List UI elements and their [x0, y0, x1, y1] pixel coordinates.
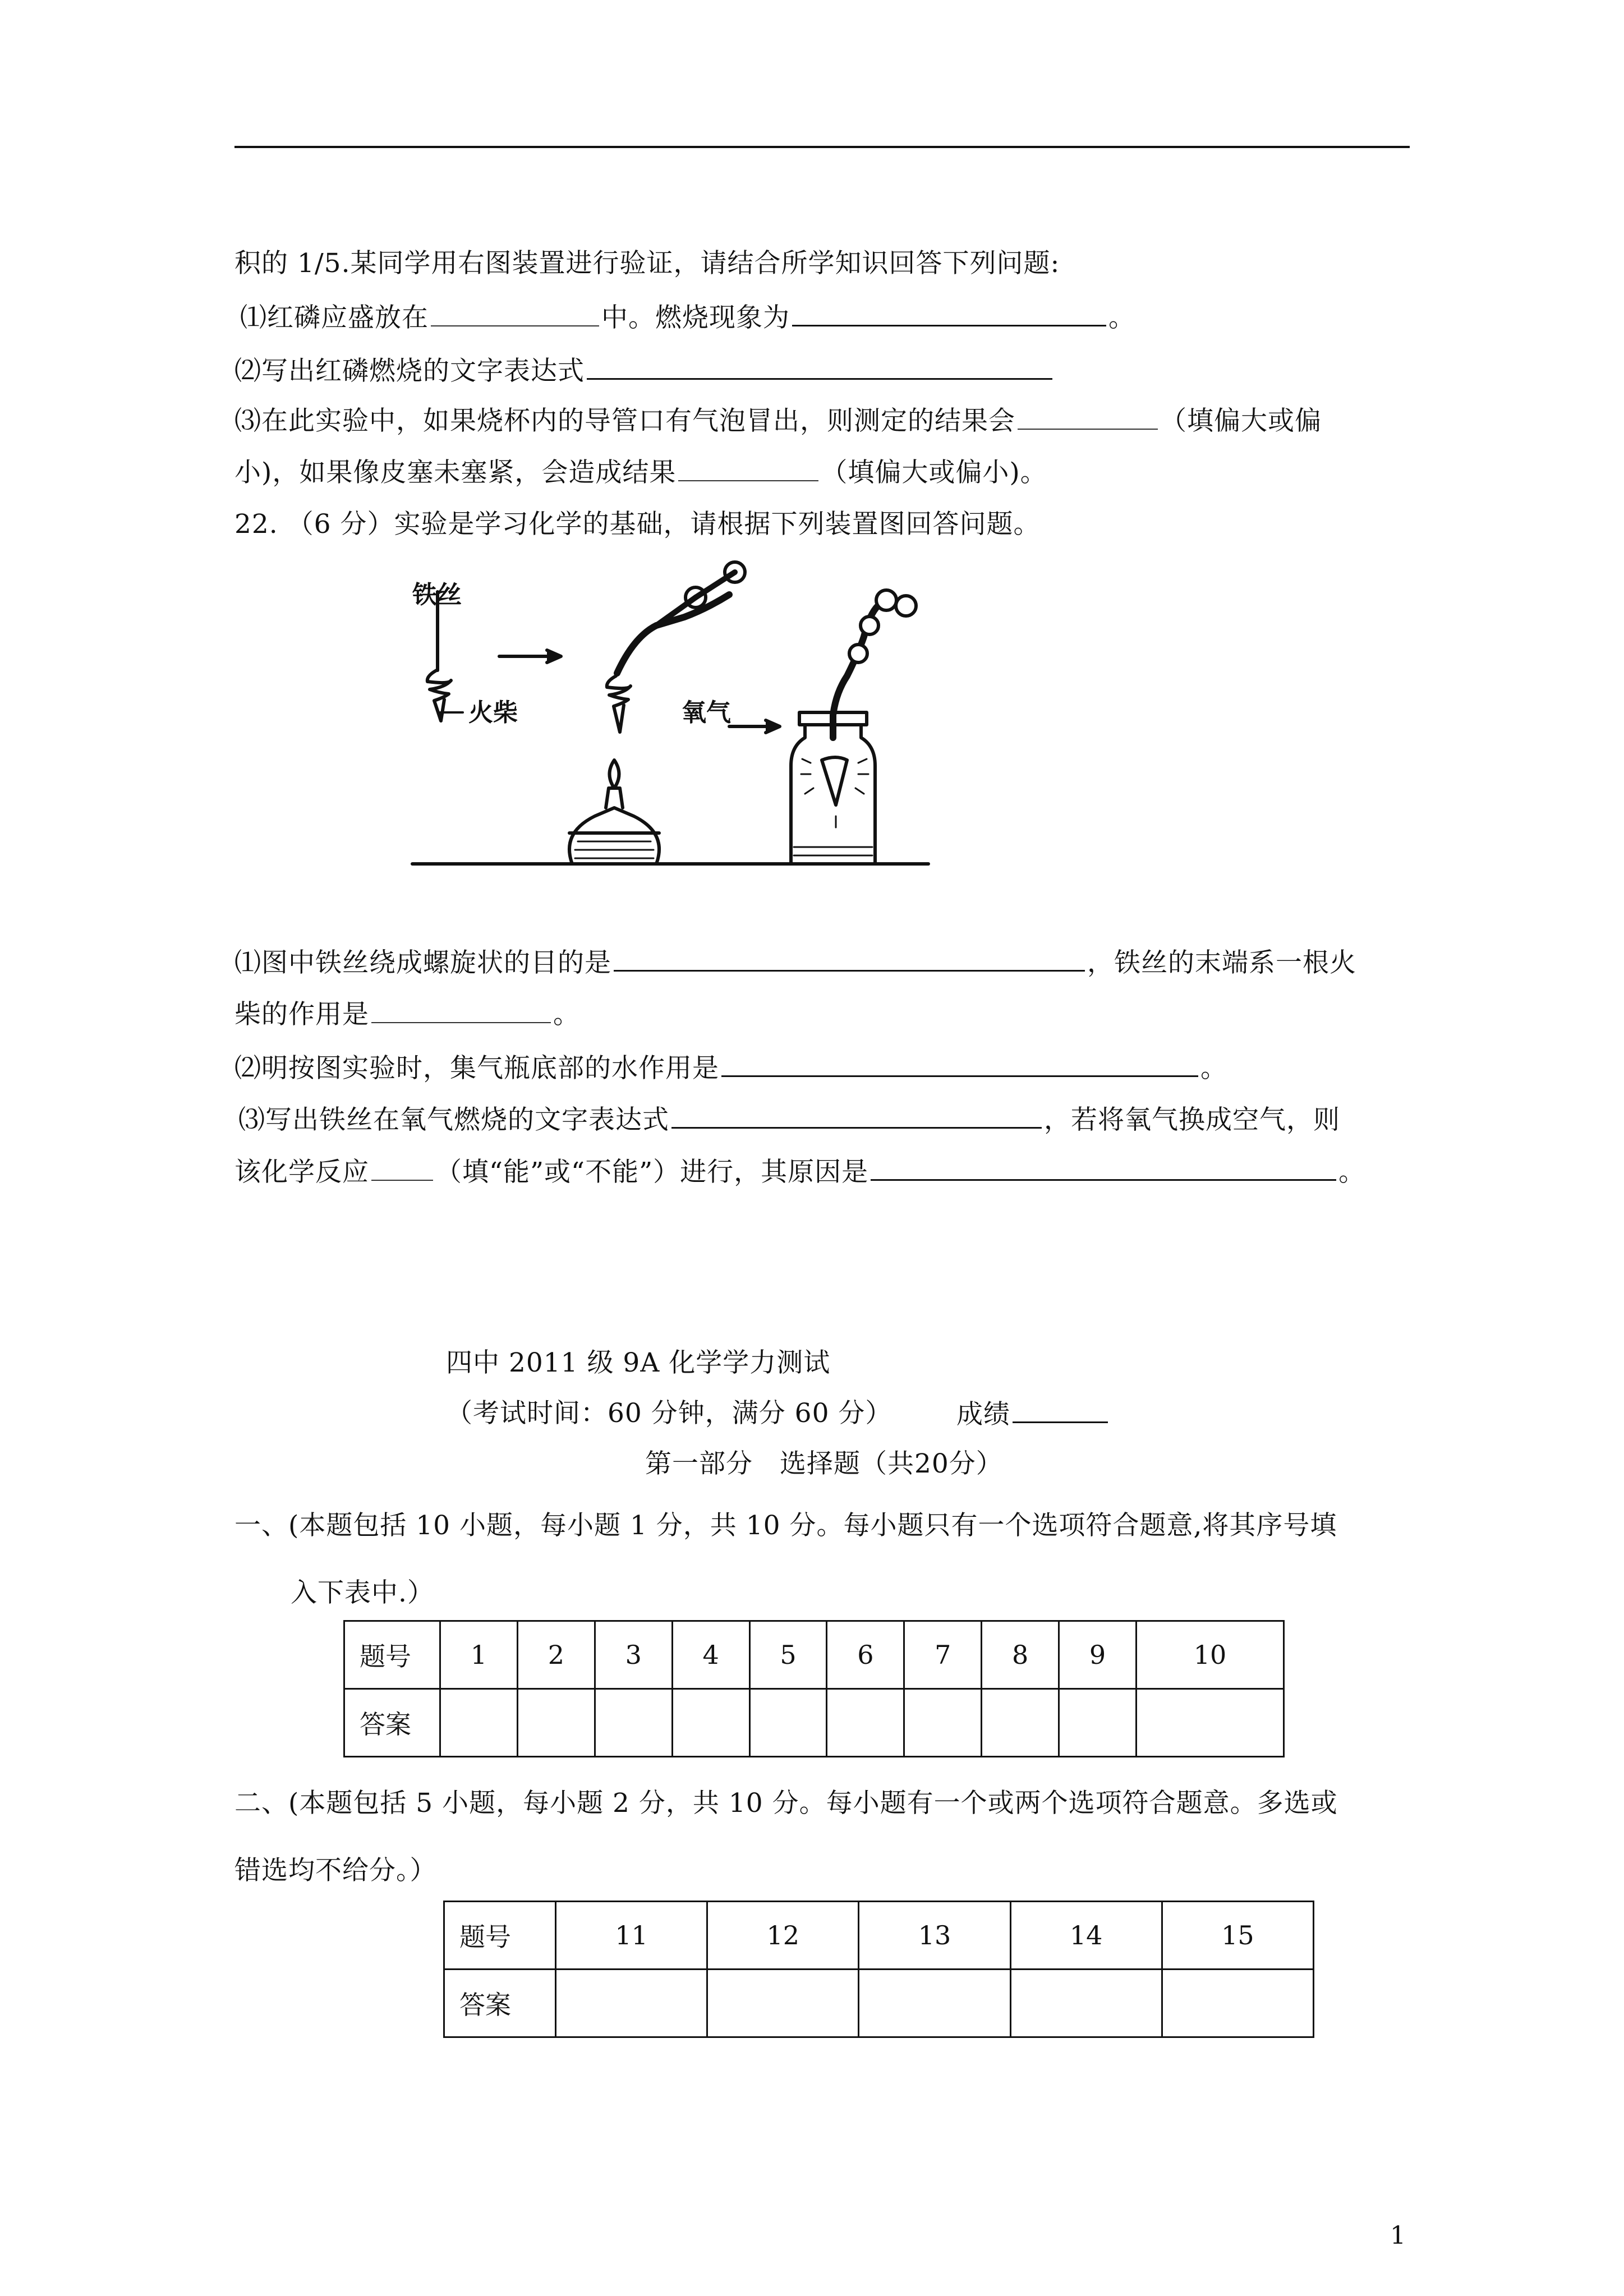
q22-part1-text-d: 。	[553, 999, 580, 1030]
q22-part2-text-b: 。	[1200, 1053, 1227, 1084]
answer-cell[interactable]	[1162, 1970, 1313, 2037]
table-row	[444, 1902, 1314, 1970]
iron-wire-label: 铁丝	[412, 581, 462, 609]
question-number-cell: 4	[672, 1621, 749, 1689]
score-blank[interactable]	[1013, 1397, 1108, 1423]
answer-cell[interactable]	[595, 1689, 672, 1757]
q21-part3-line2	[234, 455, 1047, 490]
section1-instructions-line2: 入下表中.）	[291, 1577, 434, 1608]
part1-heading: 第一部分 选择题（共20分）	[645, 1448, 1003, 1479]
answer-cell[interactable]	[904, 1689, 982, 1757]
alcohol-lamp	[569, 760, 659, 864]
crucible-tongs	[617, 562, 745, 673]
q22-part1-text-c: 柴的作用是	[234, 999, 369, 1030]
answer-cell[interactable]	[1010, 1970, 1162, 2037]
answer-cell[interactable]	[1059, 1689, 1137, 1757]
row-label-number: 题号	[444, 1902, 556, 1970]
burning-wire	[801, 757, 868, 827]
question-number-cell: 7	[904, 1621, 982, 1689]
q22-part3-text-e: 。	[1338, 1157, 1366, 1188]
answer-blank-match-purpose[interactable]	[371, 997, 551, 1023]
header-rule	[234, 146, 1410, 148]
question-number-cell: 15	[1162, 1902, 1313, 1970]
answer-cell[interactable]	[707, 1970, 859, 2037]
q21-part3-text-a: ⑶在此实验中，如果烧杯内的导管口有气泡冒出，则测定的结果会	[234, 406, 1015, 436]
q22-part3-line2	[234, 1154, 1365, 1189]
question-number-cell: 2	[517, 1621, 595, 1689]
question-number-cell: 12	[707, 1902, 859, 1970]
crucible-tongs	[833, 590, 916, 738]
answer-blank-water-purpose[interactable]	[721, 1051, 1198, 1077]
exam-time-text: （考试时间：60 分钟，满分 60 分）	[446, 1398, 892, 1429]
q21-part3-line1	[234, 404, 1322, 438]
answer-cell[interactable]	[982, 1689, 1059, 1757]
question-number-cell: 6	[827, 1621, 904, 1689]
q22-part1-line2	[234, 997, 580, 1032]
q22-part3-text-d: （填“能”或“不能”）进行，其原因是	[435, 1157, 869, 1188]
row-label-answer: 答案	[344, 1689, 440, 1757]
iron-wire-experiment-figure	[393, 553, 931, 889]
q22-part3-text-c: 该化学反应	[234, 1157, 369, 1188]
q22-part3-text-b: ，若将氧气换成空气，则	[1044, 1105, 1340, 1135]
exam-time-info	[446, 1397, 892, 1430]
question-number-cell: 14	[1010, 1902, 1162, 1970]
match-label: 火柴	[468, 698, 518, 727]
question-number-cell: 10	[1137, 1621, 1284, 1689]
question-number-cell: 8	[982, 1621, 1059, 1689]
q22-part2-text-a: ⑵明按图实验时，集气瓶底部的水作用是	[234, 1053, 719, 1084]
answer-blank-equation[interactable]	[587, 353, 1052, 380]
q21-part2-text: ⑵写出红磷燃烧的文字表达式	[234, 356, 585, 386]
coil-wire-1	[427, 670, 463, 721]
section2-instructions-line1: 二、(本题包括 5 小题，每小题 2 分，共 10 分。每小题有一个或两个选项符合题意。多选或	[234, 1788, 1338, 1819]
row-label-number: 题号	[344, 1621, 440, 1689]
answer-blank-can-react[interactable]	[371, 1155, 433, 1181]
page-number: 1	[1390, 2221, 1406, 2250]
arrow-right-icon	[729, 720, 780, 733]
exam-title: 四中 2011 级 9A 化学学力测试	[446, 1347, 831, 1378]
q21-part2	[234, 353, 1055, 388]
q21-part3-text-b: （填偏大或偏	[1160, 406, 1322, 436]
row-label-answer: 答案	[444, 1970, 556, 2037]
arrow-right-icon	[499, 650, 561, 662]
q21-part1	[240, 300, 1135, 335]
question-number-cell: 3	[595, 1621, 672, 1689]
section2-instructions-line2: 错选均不给分。）	[234, 1855, 437, 1886]
answer-cell[interactable]	[672, 1689, 749, 1757]
answer-blank-spiral-purpose[interactable]	[614, 945, 1085, 972]
table-row	[444, 1970, 1314, 2037]
q22-part1-text-a: ⑴图中铁丝绕成螺旋状的目的是	[234, 947, 611, 978]
question-number-cell: 1	[440, 1621, 518, 1689]
q22-title: 22. （6 分）实验是学习化学的基础，请根据下列装置图回答问题。	[234, 509, 1041, 540]
table-row	[344, 1689, 1284, 1757]
answer-cell[interactable]	[440, 1689, 518, 1757]
question-number-cell: 13	[859, 1902, 1010, 1970]
coil-wire-2	[607, 676, 631, 732]
answer-blank-iron-equation[interactable]	[671, 1102, 1042, 1129]
q22-part3-text-a: ⑶写出铁丝在氧气燃烧的文字表达式	[238, 1105, 669, 1135]
answer-cell[interactable]	[517, 1689, 595, 1757]
q22-part1-text-b: ，铁丝的末端系一根火	[1087, 947, 1356, 978]
q21-part1-text-a: ⑴红磷应盛放在	[240, 302, 429, 333]
score-field	[956, 1397, 1110, 1432]
q21-part1-text-b: 中。燃烧现象为	[601, 302, 790, 333]
score-label: 成绩	[956, 1399, 1010, 1430]
q21-part3-text-d: （填偏大或偏小)。	[821, 457, 1047, 488]
answer-cell[interactable]	[556, 1970, 707, 2037]
answer-cell[interactable]	[827, 1689, 904, 1757]
q22-part1-line1	[234, 945, 1356, 980]
section1-instructions-line1: 一、(本题包括 10 小题，每小题 1 分，共 10 分。每小题只有一个选项符合题意,将其序号填	[234, 1510, 1337, 1541]
answer-blank-result1[interactable]	[1018, 404, 1158, 430]
question-number-cell: 9	[1059, 1621, 1137, 1689]
q21-part1-text-c: 。	[1108, 302, 1135, 333]
q22-part2	[234, 1051, 1227, 1085]
answer-table-2	[443, 1901, 1314, 2038]
answer-cell[interactable]	[859, 1970, 1010, 2037]
oxygen-label: 氧气	[682, 698, 731, 727]
answer-blank-reason[interactable]	[871, 1154, 1336, 1181]
answer-blank-phenomenon[interactable]	[792, 300, 1106, 326]
q21-part3-text-c: 小)，如果像皮塞未塞紧，会造成结果	[234, 457, 677, 488]
question-number-cell: 5	[749, 1621, 827, 1689]
answer-blank-container[interactable]	[431, 301, 599, 326]
answer-table-1	[343, 1620, 1285, 1757]
q21-intro: 积的 1/5.某同学用右图装置进行验证，请结合所学知识回答下列问题:	[234, 248, 1060, 279]
q22-part3-line1	[238, 1102, 1340, 1137]
answer-cell[interactable]	[1137, 1689, 1284, 1757]
question-number-cell: 11	[556, 1902, 707, 1970]
answer-blank-result2[interactable]	[678, 455, 818, 481]
table-row	[344, 1621, 1284, 1689]
answer-cell[interactable]	[749, 1689, 827, 1757]
